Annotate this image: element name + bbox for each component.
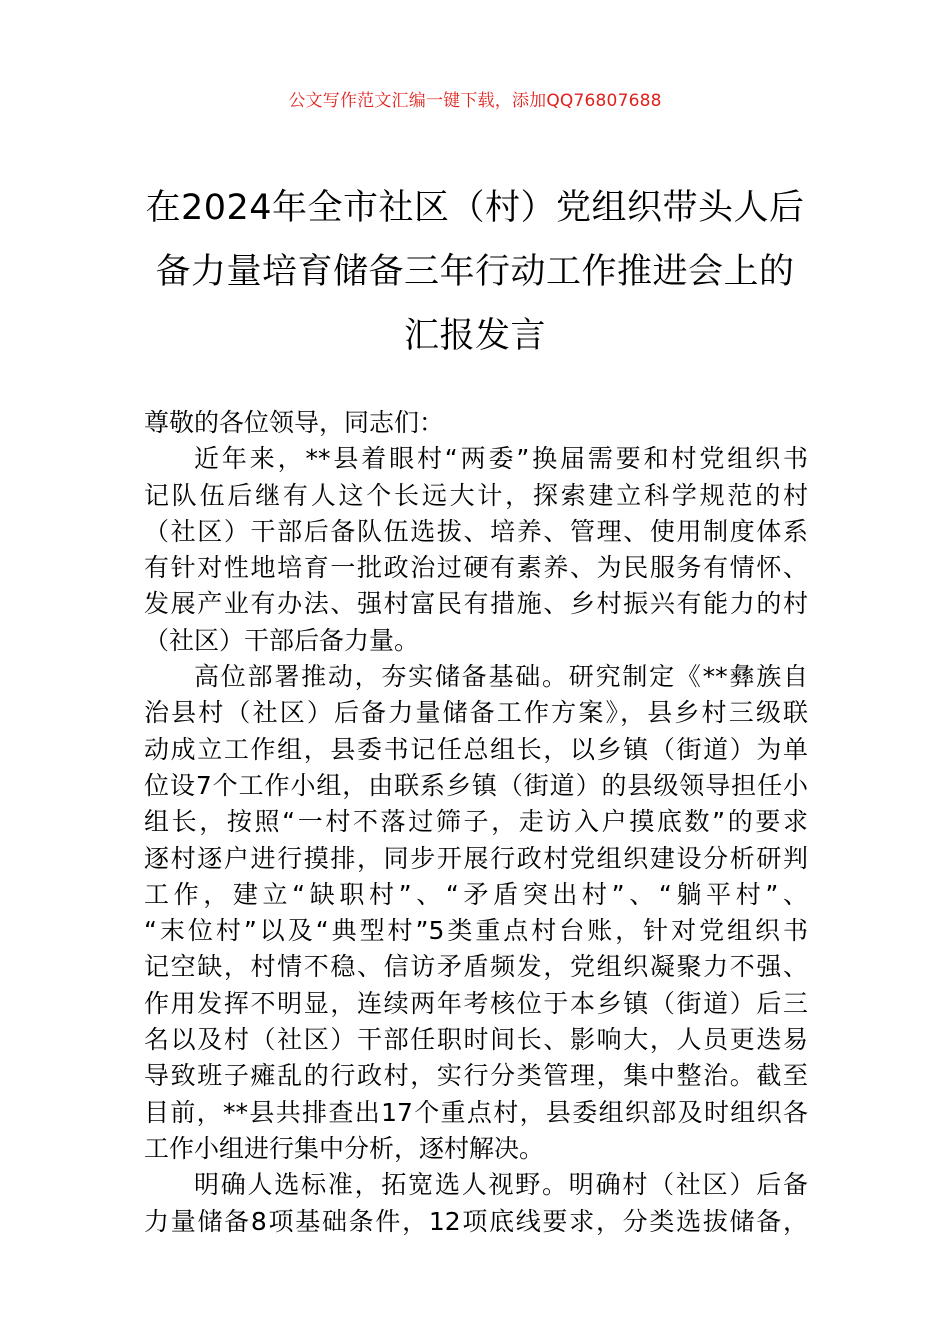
paragraph-selection-criteria (144, 1167, 808, 1240)
paragraph-line: “末位村”以及“典型村”5类重点村台账，针对党组织书 (144, 916, 808, 946)
paragraph-line: 位设7个工作小组，由联系乡镇（街道）的县级领导担任小 (144, 770, 808, 800)
paragraph-line: 工作，建立“缺职村”、“矛盾突出村”、“躺平村”、 (144, 879, 808, 909)
paragraph-line: 名以及村（社区）干部任职时间长、影响大，人员更迭易 (144, 1025, 808, 1055)
paragraph-line: 发展产业有办法、强村富民有措施、乡村振兴有能力的村 (144, 589, 808, 619)
paragraph-line: 高位部署推动，夯实储备基础。研究制定《**彝族自 (194, 662, 808, 692)
paragraph-line: 明确人选标准，拓宽选人视野。明确村（社区）后备 (194, 1170, 808, 1200)
document-title (140, 176, 810, 368)
paragraph-line: 导致班子瘫乱的行政村，实行分类管理，集中整治。截至 (144, 1061, 808, 1091)
paragraph-line: 组长，按照“一村不落过筛子，走访入户摸底数”的要求 (144, 807, 808, 837)
paragraph-line: 记队伍后继有人这个长远大计，探索建立科学规范的村 (144, 480, 808, 510)
title-line: 备力量培育储备三年行动工作推进会上的 (155, 252, 795, 292)
title-line: 在2024年全市社区（村）党组织带头人后 (145, 188, 805, 228)
paragraph-line: 有针对性地培育一批政治过硬有素养、为民服务有情怀、 (144, 553, 808, 583)
paragraph-intro (144, 441, 808, 659)
paragraph-line: （社区）干部后备力量。 (144, 625, 420, 655)
paragraph-line: 逐村逐户进行摸排，同步开展行政村党组织建设分析研判 (144, 843, 808, 873)
salutation: 尊敬的各位领导，同志们： (144, 408, 445, 437)
paragraph-deployment (144, 659, 808, 1167)
paragraph-line: 动成立工作组，县委书记任总组长，以乡镇（街道）为单 (144, 734, 808, 764)
download-promo-note: 公文写作范文汇编一键下载，添加QQ76807688 (288, 91, 662, 111)
paragraph-line: 工作小组进行集中分析，逐村解决。 (144, 1133, 545, 1163)
paragraph-line: 目前，**县共排查出17个重点村，县委组织部及时组织各 (144, 1097, 808, 1127)
paragraph-line: 力量储备8项基础条件，12项底线要求，分类选拔储备， (144, 1206, 808, 1236)
paragraph-line: 记空缺，村情不稳、信访矛盾频发，党组织凝聚力不强、 (144, 952, 808, 982)
paragraph-line: 近年来，**县着眼村“两委”换届需要和村党组织书 (194, 444, 808, 474)
paragraph-line: （社区）干部后备队伍选拔、培养、管理、使用制度体系 (144, 516, 808, 546)
document-body (144, 405, 808, 1240)
title-line: 汇报发言 (403, 316, 546, 356)
paragraph-line: 作用发挥不明显，连续两年考核位于本乡镇（街道）后三 (144, 988, 808, 1018)
paragraph-line: 治县村（社区）后备力量储备工作方案》，县乡村三级联 (144, 698, 808, 728)
